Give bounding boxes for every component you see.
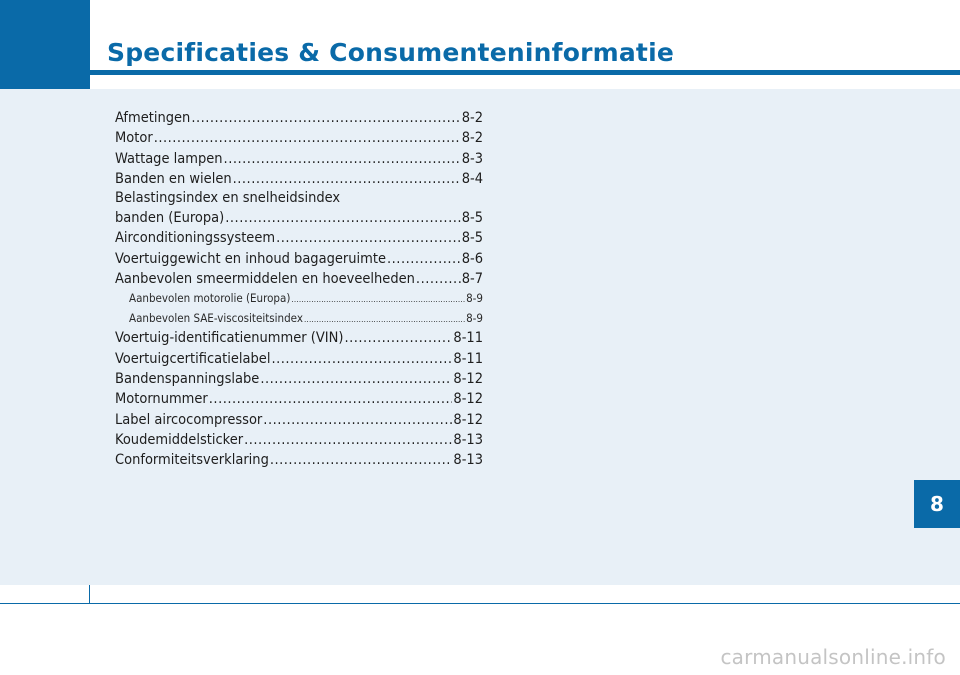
leader-dots (225, 208, 460, 228)
leader-dots (270, 450, 453, 470)
table-of-contents (115, 108, 483, 470)
leader-dots (344, 328, 452, 348)
leader-dots (209, 389, 453, 409)
toc-label: Bandenspanningslabe (115, 370, 260, 387)
toc-entry-afmetingen[interactable] (115, 108, 483, 128)
leader-dots (244, 430, 452, 450)
leader-dots (233, 169, 461, 189)
toc-entry-belastingsindex[interactable] (115, 208, 483, 228)
leader-dots (263, 410, 452, 430)
toc-page: 8-9 (466, 310, 483, 325)
toc-entry-airconditioning[interactable] (115, 228, 483, 248)
toc-label: Motor (115, 130, 153, 147)
toc-label: Label aircocompressor (115, 411, 263, 428)
toc-entry-motor[interactable] (115, 128, 483, 148)
leader-dots (191, 108, 460, 128)
toc-label: Aanbevolen smeermiddelen en hoeveelheden (115, 271, 415, 288)
toc-page: 8-12 (453, 391, 483, 408)
page-title: Specificaties & Consumenteninformatie (107, 38, 674, 67)
toc-page: 8-11 (453, 350, 483, 367)
chapter-corner-block (0, 0, 89, 89)
toc-label: banden (Europa) (115, 210, 225, 227)
toc-page: 8-5 (461, 210, 483, 227)
chapter-tab[interactable]: 8 (914, 480, 960, 528)
leader-dots (224, 149, 461, 169)
toc-entry-aircocompressor[interactable] (115, 410, 483, 430)
toc-page: 8-13 (453, 452, 483, 469)
toc-page: 8-5 (461, 230, 483, 247)
leader-dots (304, 310, 465, 330)
toc-page: 8-3 (461, 150, 483, 167)
toc-label: Voertuiggewicht en inhoud bagageruimte (115, 250, 387, 267)
toc-label: Afmetingen (115, 110, 191, 126)
leader-dots (416, 269, 461, 289)
toc-page: 8-12 (453, 411, 483, 428)
toc-label: Airconditioningssysteem (115, 230, 276, 247)
toc-entry-conformiteit[interactable] (115, 450, 483, 470)
toc-page: 8-6 (461, 250, 483, 267)
toc-entry-motornummer[interactable] (115, 389, 483, 409)
toc-entry-vin[interactable] (115, 328, 483, 348)
leader-dots (387, 249, 461, 269)
toc-label: Voertuigcertificatielabel (115, 350, 271, 367)
toc-label: Aanbevolen SAE-viscositeitsindex (129, 310, 303, 325)
toc-subentry-motorolie[interactable] (115, 289, 483, 309)
toc-subentry-sae-viscositeit[interactable] (115, 309, 483, 329)
toc-page: 8-2 (461, 130, 483, 147)
toc-page: 8-2 (461, 110, 483, 126)
watermark-text: carmanualsonline.info (720, 645, 946, 669)
leader-dots (276, 228, 461, 248)
toc-page: 8-4 (461, 170, 483, 187)
toc-page: 8-13 (453, 431, 483, 448)
leader-dots (154, 128, 461, 148)
bottom-rule (0, 603, 960, 604)
title-rule (89, 70, 960, 75)
toc-page: 8-7 (461, 271, 483, 288)
toc-page: 8-11 (453, 330, 483, 347)
toc-label: Koudemiddelsticker (115, 431, 244, 448)
toc-label: Banden en wielen (115, 170, 232, 187)
toc-page: 8-12 (453, 370, 483, 387)
leader-dots (271, 349, 452, 369)
toc-entry-bandenspanningslabel[interactable] (115, 369, 483, 389)
toc-page: 8-9 (466, 291, 483, 306)
toc-label: Aanbevolen motorolie (Europa) (129, 291, 291, 306)
toc-entry-belastingsindex-line1[interactable] (115, 189, 483, 208)
toc-entry-smeermiddelen[interactable] (115, 269, 483, 289)
toc-entry-wattage-lampen[interactable] (115, 149, 483, 169)
toc-entry-banden-en-wielen[interactable] (115, 169, 483, 189)
toc-label: Conformiteitsverklaring (115, 452, 269, 469)
leader-dots (260, 369, 452, 389)
toc-label: Voertuig-identificatienummer (VIN) (115, 330, 344, 347)
leader-dots (291, 290, 465, 310)
toc-entry-koudemiddelsticker[interactable] (115, 430, 483, 450)
toc-label: Belastingsindex en snelheidsindex (115, 190, 341, 207)
toc-label: Motornummer (115, 391, 208, 408)
toc-label: Wattage lampen (115, 150, 223, 167)
toc-entry-certificatielabel[interactable] (115, 349, 483, 369)
toc-entry-voertuiggewicht[interactable] (115, 249, 483, 269)
